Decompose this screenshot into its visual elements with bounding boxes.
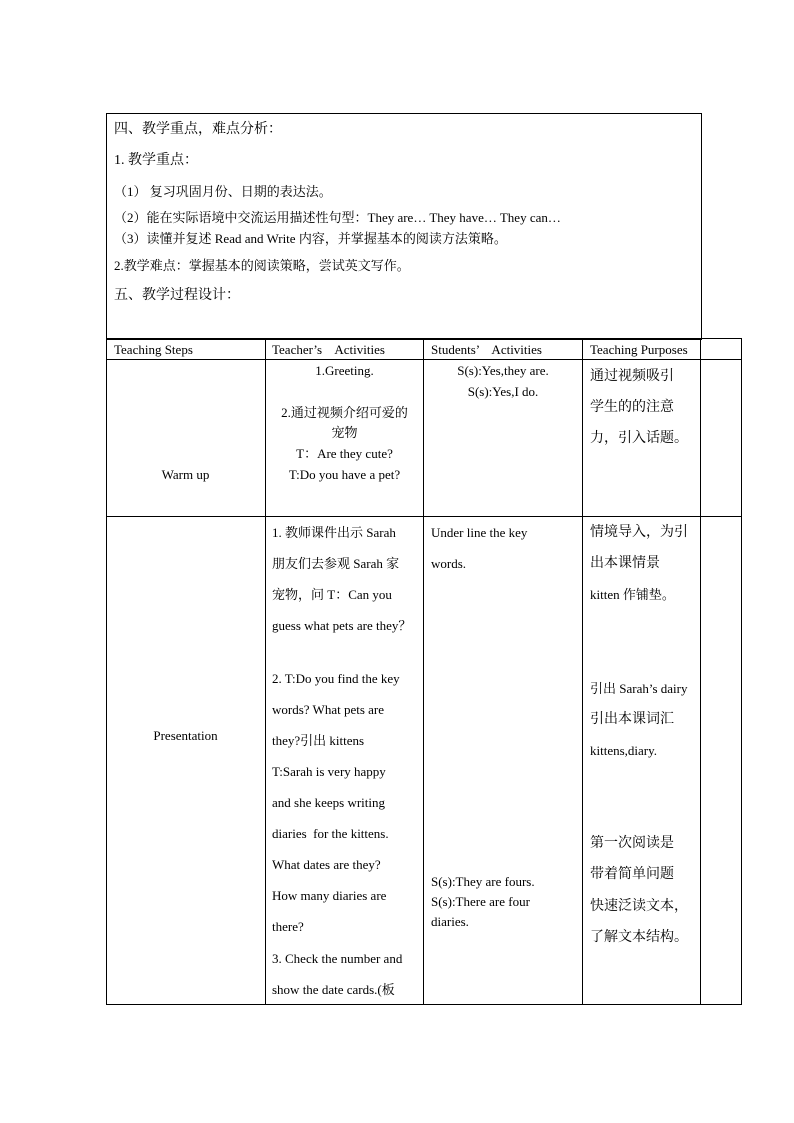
col-border-3 (582, 338, 583, 1005)
presentation-teacher-line: 朋友们去参观 Sarah 家 (272, 556, 400, 571)
header-teaching-steps: Teaching Steps (114, 342, 193, 357)
presentation-purpose-line: 引出本课词汇 (590, 712, 674, 727)
presentation-teacher-line: How many diaries are (272, 888, 387, 903)
col-border-0 (106, 338, 107, 1005)
presentation-teacher-line: 2. T:Do you find the key (272, 671, 400, 686)
col-border-4 (700, 338, 701, 1005)
presentation-purpose-line: 快速泛读文本， (590, 899, 688, 914)
presentation-teacher-line: 3. Check the number and (272, 951, 403, 966)
focus-label: 1. 教学重点： (114, 153, 198, 168)
header-students-activities: Students’ Activities (431, 342, 542, 357)
presentation-student-line: words. (431, 556, 467, 571)
presentation-teacher-line: diaries for the kittens. (272, 826, 389, 841)
presentation-teacher-line: 1. 教师课件出示 Sarah (272, 525, 396, 540)
presentation-teacher-line: show the date cards.(板 (272, 982, 395, 997)
presentation-teacher-line: and she keeps writing (272, 795, 386, 810)
warmup-teacher-line: T:Do you have a pet? (288, 467, 401, 482)
presentation-student-line: S(s):There are four (431, 894, 530, 909)
col-border-5 (741, 338, 742, 1005)
header-teaching-purposes: Teaching Purposes (590, 342, 688, 357)
table-bottom-border (106, 1004, 742, 1005)
heading-focus: 四、教学重点，难点分析： (114, 122, 282, 137)
header-teacher-activities: Teacher’s Activities (272, 342, 385, 357)
presentation-teacher-line: guess what pets are they？ (272, 618, 412, 633)
presentation-teacher-line: words? What pets are (272, 702, 385, 717)
presentation-purpose-line: kittens,diary. (590, 743, 658, 758)
presentation-teacher-line: T:Sarah is very happy (272, 764, 386, 779)
col-border-2 (423, 338, 424, 1005)
focus-item-2: （2）能在实际语境中交流运用描述性句型：They are… They have… They can… (114, 210, 561, 225)
heading-process: 五、教学过程设计： (114, 288, 240, 303)
focus-item-3: （3）读懂并复述 Read and Write 内容，并掌握基本的阅读方法策略。 (114, 231, 507, 246)
presentation-teacher-line: they?引出 kittens (272, 733, 365, 748)
intro-box (106, 113, 702, 340)
warmup-step: Warm up (161, 467, 210, 482)
warmup-purpose-line: 力，引入话题。 (590, 431, 688, 446)
presentation-purpose-line: 引出 Sarah’s dairy (590, 681, 688, 696)
warmup-teacher-line: 宠物 (331, 425, 358, 440)
presentation-purpose-line: 出本课情景 (590, 556, 660, 571)
warmup-purpose-line: 学生的的注意 (590, 400, 674, 415)
warmup-student-line: S(s):Yes,they are. (457, 363, 549, 378)
presentation-purpose-line: 了解文本结构。 (590, 930, 688, 945)
table-top-border (106, 338, 742, 339)
focus-item-1: （1） 复习巩固月份、日期的表达法。 (114, 184, 332, 199)
presentation-student-line: Under line the key (431, 525, 528, 540)
presentation-purpose-line: kitten 作铺垫。 (590, 587, 675, 602)
presentation-teacher-line: What dates are they? (272, 857, 381, 872)
presentation-purpose-line: 情境导入，为引 (590, 525, 688, 540)
presentation-purpose-line: 带着简单问题 (590, 867, 674, 882)
warmup-teacher-line: 1.Greeting. (315, 363, 374, 378)
presentation-teacher-line: there? (272, 919, 304, 934)
warmup-purpose-line: 通过视频吸引 (590, 369, 674, 384)
warmup-bottom-border (106, 516, 742, 517)
warmup-student-line: S(s):Yes,I do. (467, 384, 539, 399)
presentation-student-line: diaries. (431, 914, 469, 929)
warmup-teacher-line: 2.通过视频介绍可爱的 (281, 405, 408, 420)
warmup-teacher-line: T：Are they cute? (296, 446, 393, 461)
header-bottom-border (106, 359, 742, 360)
difficulty-text: 2.教学难点：掌握基本的阅读策略，尝试英文写作。 (114, 258, 410, 273)
presentation-step: Presentation (153, 728, 218, 743)
presentation-teacher-line: 宠物，问 T：Can you (272, 587, 392, 602)
presentation-purpose-line: 第一次阅读是 (590, 836, 674, 851)
presentation-student-line: S(s):They are fours. (431, 874, 535, 889)
